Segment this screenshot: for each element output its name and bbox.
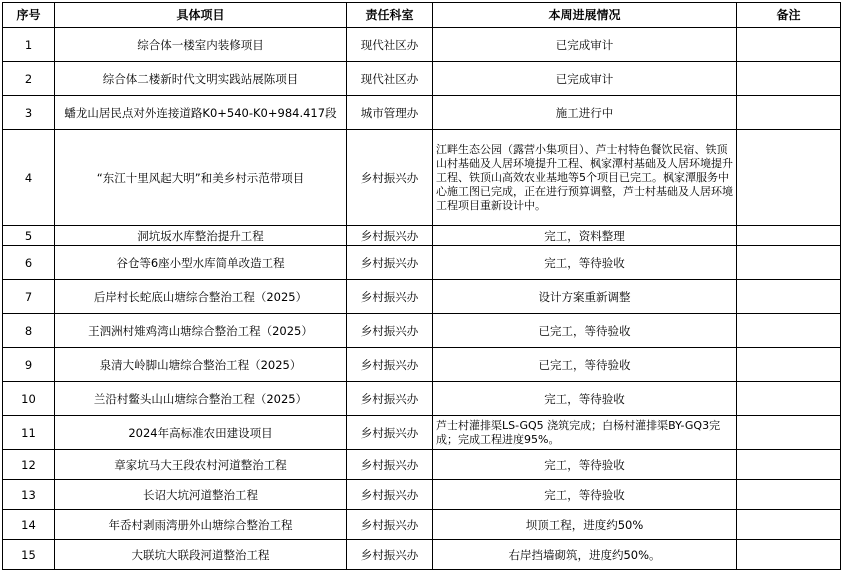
row-remark [737, 314, 841, 348]
row-no: 3 [3, 96, 55, 130]
table-row [3, 280, 841, 314]
table-row [3, 246, 841, 280]
table-row [3, 510, 841, 540]
row-progress: 已完工，等待验收 [433, 314, 737, 348]
row-progress: 完工，等待验收 [433, 246, 737, 280]
row-dept: 乡村振兴办 [347, 450, 433, 480]
row-no: 2 [3, 62, 55, 96]
row-remark [737, 348, 841, 382]
row-progress: 已完成审计 [433, 28, 737, 62]
row-remark [737, 416, 841, 450]
row-no: 11 [3, 416, 55, 450]
table-row [3, 450, 841, 480]
table-row [3, 480, 841, 510]
row-progress: 完工，资料整理 [433, 226, 737, 246]
table-row [3, 62, 841, 96]
row-progress: 完工，等待验收 [433, 382, 737, 416]
row-remark [737, 382, 841, 416]
header-project: 具体项目 [55, 3, 347, 28]
row-dept: 乡村振兴办 [347, 314, 433, 348]
header-progress: 本周进展情况 [433, 3, 737, 28]
row-no: 14 [3, 510, 55, 540]
table-row [3, 540, 841, 570]
row-no: 9 [3, 348, 55, 382]
table-row [3, 416, 841, 450]
row-no: 1 [3, 28, 55, 62]
table-row [3, 96, 841, 130]
row-project: 年岙村剥雨湾册外山塘综合整治工程 [55, 510, 347, 540]
row-progress: 完工，等待验收 [433, 450, 737, 480]
row-no: 10 [3, 382, 55, 416]
row-remark [737, 540, 841, 570]
row-dept: 乡村振兴办 [347, 226, 433, 246]
row-no: 12 [3, 450, 55, 480]
row-project: 蟠龙山居民点对外连接道路K0+540-K0+984.417段 [55, 96, 347, 130]
row-dept: 现代社区办 [347, 62, 433, 96]
row-project: 综合体一楼室内装修项目 [55, 28, 347, 62]
row-progress: 右岸挡墙砌筑，进度约50%。 [433, 540, 737, 570]
row-remark [737, 226, 841, 246]
row-project: 长诏大坑河道整治工程 [55, 480, 347, 510]
row-dept: 乡村振兴办 [347, 280, 433, 314]
row-project: 泉清大岭脚山塘综合整治工程（2025） [55, 348, 347, 382]
row-dept: 乡村振兴办 [347, 416, 433, 450]
row-remark [737, 480, 841, 510]
row-remark [737, 28, 841, 62]
row-dept: 乡村振兴办 [347, 540, 433, 570]
row-no: 8 [3, 314, 55, 348]
row-dept: 乡村振兴办 [347, 130, 433, 226]
row-remark [737, 510, 841, 540]
header-remark: 备注 [737, 3, 841, 28]
table-row [3, 28, 841, 62]
header-no: 序号 [3, 3, 55, 28]
table-row [3, 130, 841, 226]
row-project: 2024年高标准农田建设项目 [55, 416, 347, 450]
row-no: 6 [3, 246, 55, 280]
row-remark [737, 280, 841, 314]
row-no: 5 [3, 226, 55, 246]
row-dept: 乡村振兴办 [347, 510, 433, 540]
row-remark [737, 450, 841, 480]
row-progress: 已完工，等待验收 [433, 348, 737, 382]
row-project: 后岸村长蛇底山塘综合整治工程（2025） [55, 280, 347, 314]
row-project: 章家坑马大王段农村河道整治工程 [55, 450, 347, 480]
header-row [3, 3, 841, 28]
row-remark [737, 246, 841, 280]
row-no: 4 [3, 130, 55, 226]
project-progress-table [2, 2, 841, 570]
row-dept: 现代社区办 [347, 28, 433, 62]
row-dept: 乡村振兴办 [347, 480, 433, 510]
row-remark [737, 96, 841, 130]
row-project: 洞坑坂水库整治提升工程 [55, 226, 347, 246]
row-progress: 已完成审计 [433, 62, 737, 96]
row-project: 大联坑大联段河道整治工程 [55, 540, 347, 570]
table-row [3, 382, 841, 416]
row-dept: 城市管理办 [347, 96, 433, 130]
header-dept: 责任科室 [347, 3, 433, 28]
row-no: 7 [3, 280, 55, 314]
row-project: 综合体二楼新时代文明实践站展陈项目 [55, 62, 347, 96]
row-progress: 芦士村灌排渠LS-GQ5 浇筑完成；白杨村灌排渠BY-GQ3完成；完成工程进度95%。 [433, 416, 737, 450]
row-dept: 乡村振兴办 [347, 246, 433, 280]
table-row [3, 314, 841, 348]
table-row [3, 348, 841, 382]
row-progress: 江畔生态公园（露营小集项目）、芦士村特色餐饮民宿、铁顶山村基础及人居环境提升工程、枫家潭村基础及人居环境提升工程、铁顶山高效农业基地等5个项目已完工。枫家潭服务中心施工图已完成，正在进行预算调整，芦士村基础及人居环境工程项目重新设计中。 [433, 130, 737, 226]
row-project: 王泗洲村雉鸡湾山塘综合整治工程（2025） [55, 314, 347, 348]
row-project: 谷仓等6座小型水库简单改造工程 [55, 246, 347, 280]
row-progress: 设计方案重新调整 [433, 280, 737, 314]
row-project: “东江十里风起大明”和美乡村示范带项目 [55, 130, 347, 226]
row-no: 15 [3, 540, 55, 570]
table-row [3, 226, 841, 246]
row-progress: 施工进行中 [433, 96, 737, 130]
row-project: 兰沿村鳖头山山塘综合整治工程（2025） [55, 382, 347, 416]
row-progress: 坝顶工程，进度约50% [433, 510, 737, 540]
row-remark [737, 62, 841, 96]
row-progress: 完工，等待验收 [433, 480, 737, 510]
row-no: 13 [3, 480, 55, 510]
row-dept: 乡村振兴办 [347, 348, 433, 382]
row-remark [737, 130, 841, 226]
row-dept: 乡村振兴办 [347, 382, 433, 416]
